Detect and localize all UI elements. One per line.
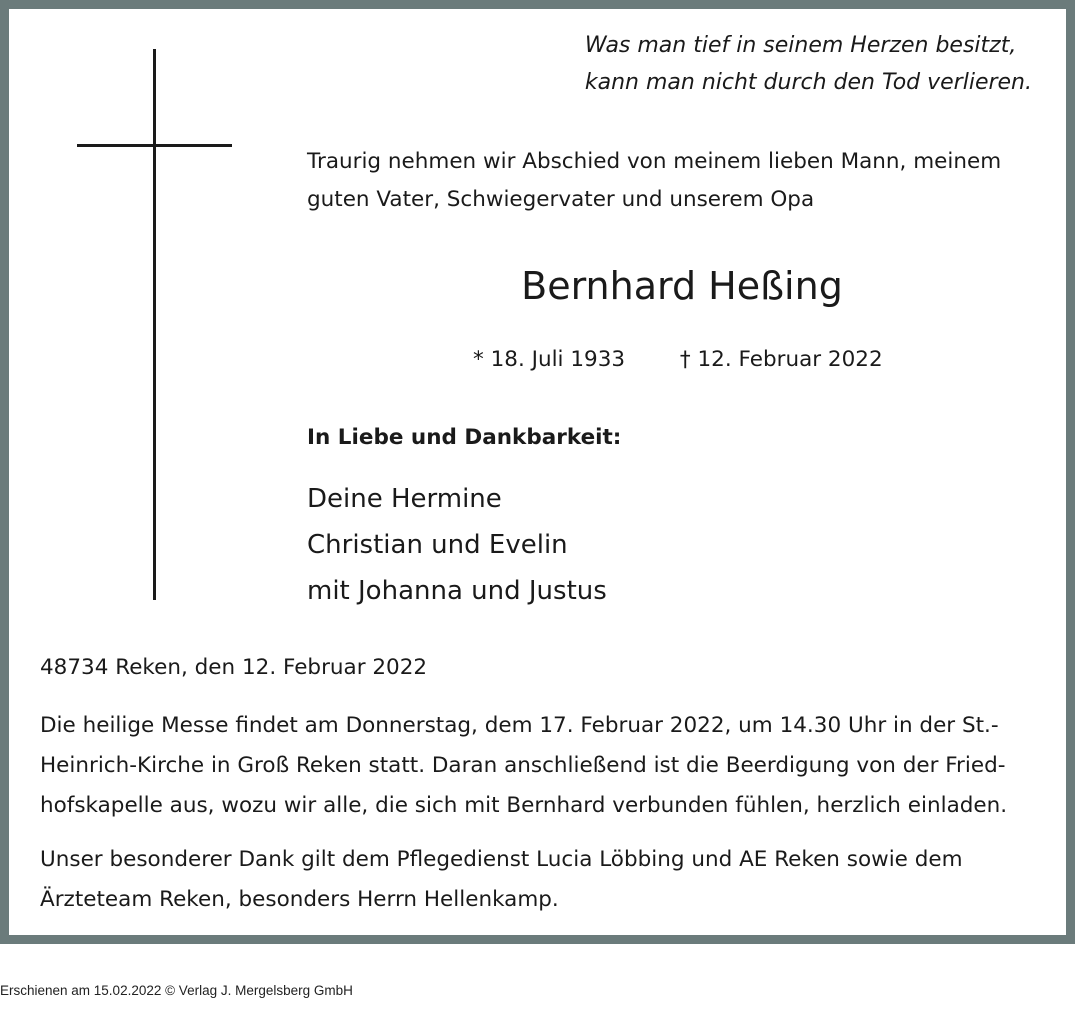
memorial-quote — [585, 27, 1032, 101]
family-member: Deine Hermine — [307, 484, 502, 514]
closing-label: In Liebe und Dankbarkeit: — [307, 425, 622, 450]
thanks-line: Unser besonderer Dank gilt dem Pflegedienst Lucia Löbbing und AE Reken sowie dem — [40, 847, 963, 872]
quote-line-2: kann man nicht durch den Tod verlieren. — [584, 70, 1032, 95]
cross-horizontal-bar — [77, 144, 232, 147]
deceased-name: Bernhard Heßing — [521, 264, 843, 308]
place-and-date: 48734 Reken, den 12. Februar 2022 — [40, 655, 428, 680]
life-dates — [473, 345, 883, 375]
family-member: Christian und Evelin — [307, 530, 568, 560]
thanks-paragraph — [40, 840, 963, 920]
announcement-intro — [307, 143, 1047, 219]
intro-line-2: guten Vater, Schwiegervater und unserem Opa — [307, 187, 815, 212]
service-line: Heinrich-Kirche in Groß Reken statt. Daran anschließend ist die Beerdigung von der Fried- — [40, 753, 1006, 778]
birth-date: * 18. Juli 1933 — [473, 347, 626, 372]
intro-line-1: Traurig nehmen wir Abschied von meinem lieben Mann, meinem — [307, 149, 1002, 174]
death-date: † 12. Februar 2022 — [679, 347, 883, 372]
obituary-notice — [9, 9, 1066, 935]
service-line: Die heilige Messe findet am Donnerstag, dem 17. Februar 2022, um 14.30 Uhr in der St.- — [40, 713, 999, 738]
family-list — [307, 476, 607, 614]
thanks-line: Ärzteteam Reken, besonders Herrn Hellenkamp. — [40, 887, 559, 912]
publication-credit: Erschienen am 15.02.2022 © Verlag J. Mergelsberg GmbH — [0, 983, 353, 998]
cross-vertical-bar — [153, 49, 156, 600]
quote-line-1: Was man tief in seinem Herzen besitzt, — [584, 33, 1017, 58]
family-member: mit Johanna und Justus — [307, 576, 607, 606]
service-paragraph — [40, 706, 1007, 826]
service-line: hofskapelle aus, wozu wir alle, die sich mit Bernhard verbunden fühlen, herzlich einladen. — [40, 793, 1008, 818]
